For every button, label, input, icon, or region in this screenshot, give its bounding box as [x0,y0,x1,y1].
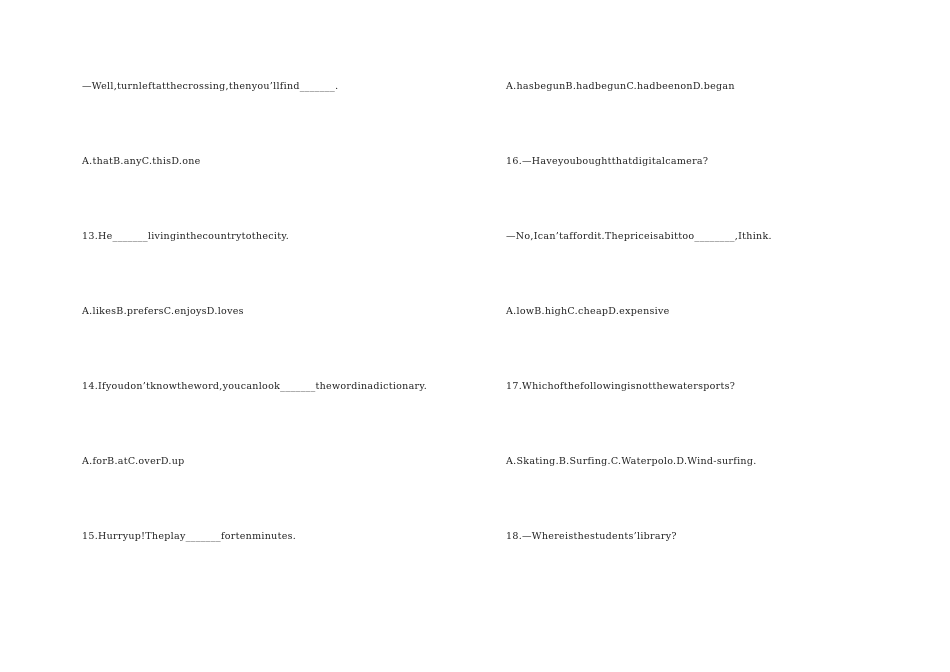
question-17-options: A.Skating.B.Surfing.C.Waterpolo.D.Wind-surfing. [506,456,757,467]
question-17-stem: 17.Whichofthefollowingisnotthewatersports? [506,381,736,392]
question-13-options: A.likesB.prefersC.enjoysD.loves [82,306,244,317]
question-14-options: A.forB.atC.overD.up [82,456,185,467]
question-15-stem: 15.Hurryup!Theplay_______fortenminutes. [82,531,297,542]
question-18-stem: 18.—Whereisthestudents’library? [506,531,677,542]
question-12-options: A.thatB.anyC.thisD.one [82,156,201,167]
question-16-stem: 16.—Haveyouboughtthatdigitalcamera? [506,156,709,167]
question-14-stem: 14.Ifyoudon’tknowtheword,youcanlook_______thewordinadictionary. [82,381,428,392]
question-16-options: A.lowB.highC.cheapD.expensive [506,306,670,317]
question-16-dialogue: —No,Ican’taffordit.Thepriceisabittoo________,Ithink. [506,231,772,242]
question-15-options: A.hasbegunB.hadbegunC.hadbeenonD.began [506,81,735,92]
question-13-stem: 13.He_______livinginthecountrytothecity. [82,231,290,242]
question-12-continuation: —Well,turnleftatthecrossing,thenyou’llfind_______. [82,81,339,92]
